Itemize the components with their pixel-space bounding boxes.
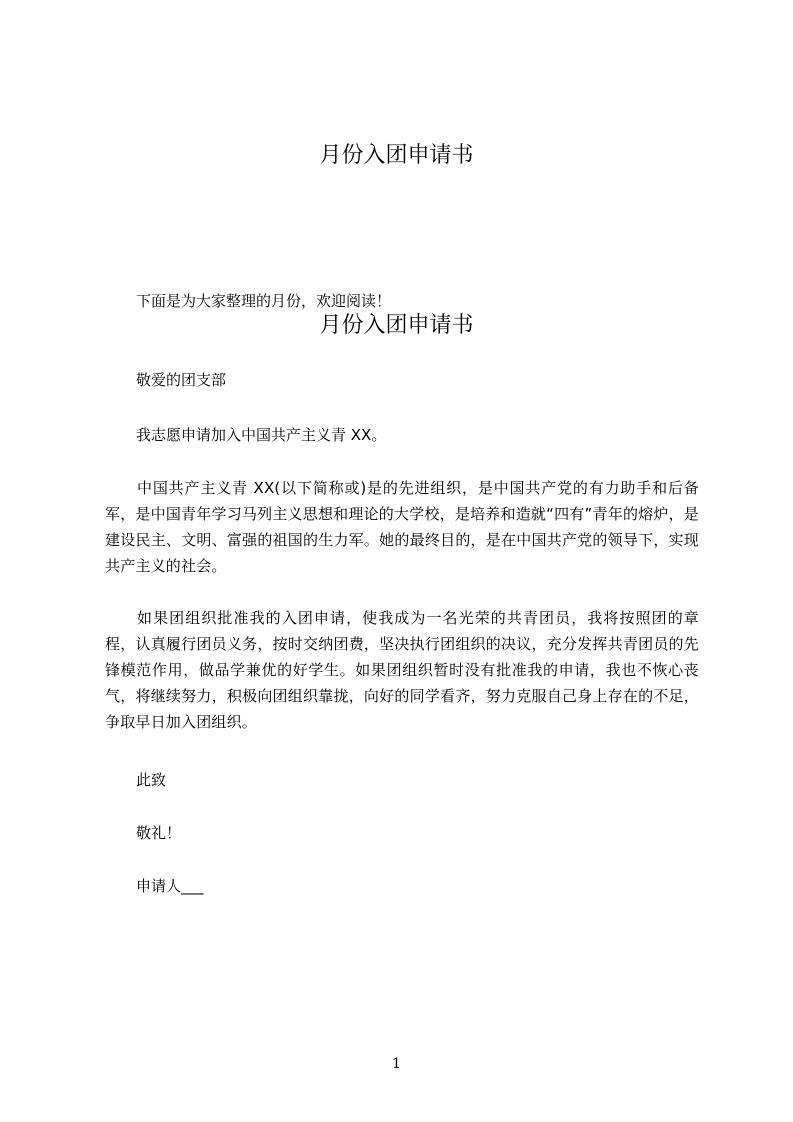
closing-line-1: 此致: [136, 771, 167, 789]
paragraph-commitment: 如果团组织批准我的入团申请，使我成为一名光荣的共青团员，我将按照团的章程，认真履行团员义务，按时交纳团费，坚决执行团组织的决议，充分发挥共青团员的先锋模范作用，做品学兼优的好学生。如果团组织暂时没有批准我的申请，我也不恢心丧气，将继续努力，积极向团组织靠拢，向好的同学看齐，努力克服自己身上存在的不足，争取早日加入团组织。: [105, 609, 699, 731]
letter-title: 月份入团申请书: [319, 313, 474, 338]
signature-line: 申请人___: [136, 877, 204, 895]
opening-statement: 我志愿申请加入中国共产主义青 XX。: [136, 426, 387, 444]
salutation: 敬爱的团支部: [136, 371, 227, 389]
paragraph-organization: 中国共产主义青 XX(以下简称或)是的先进组织，是中国共产党的有力助手和后备军，是中国青年学习马列主义思想和理论的大学校，是培养和造就“四有”青年的熔炉，是建设民主、文明、富强的祖国的生力军。她的最终目的，是在中国共产党的领导下，实现共产主义的社会。: [105, 479, 699, 575]
page-number: 1: [392, 1056, 401, 1072]
document-title: 月份入团申请书: [319, 143, 474, 168]
intro-text: 下面是为大家整理的月份，欢迎阅读！: [136, 292, 392, 310]
closing-line-2: 敬礼！: [136, 824, 182, 842]
